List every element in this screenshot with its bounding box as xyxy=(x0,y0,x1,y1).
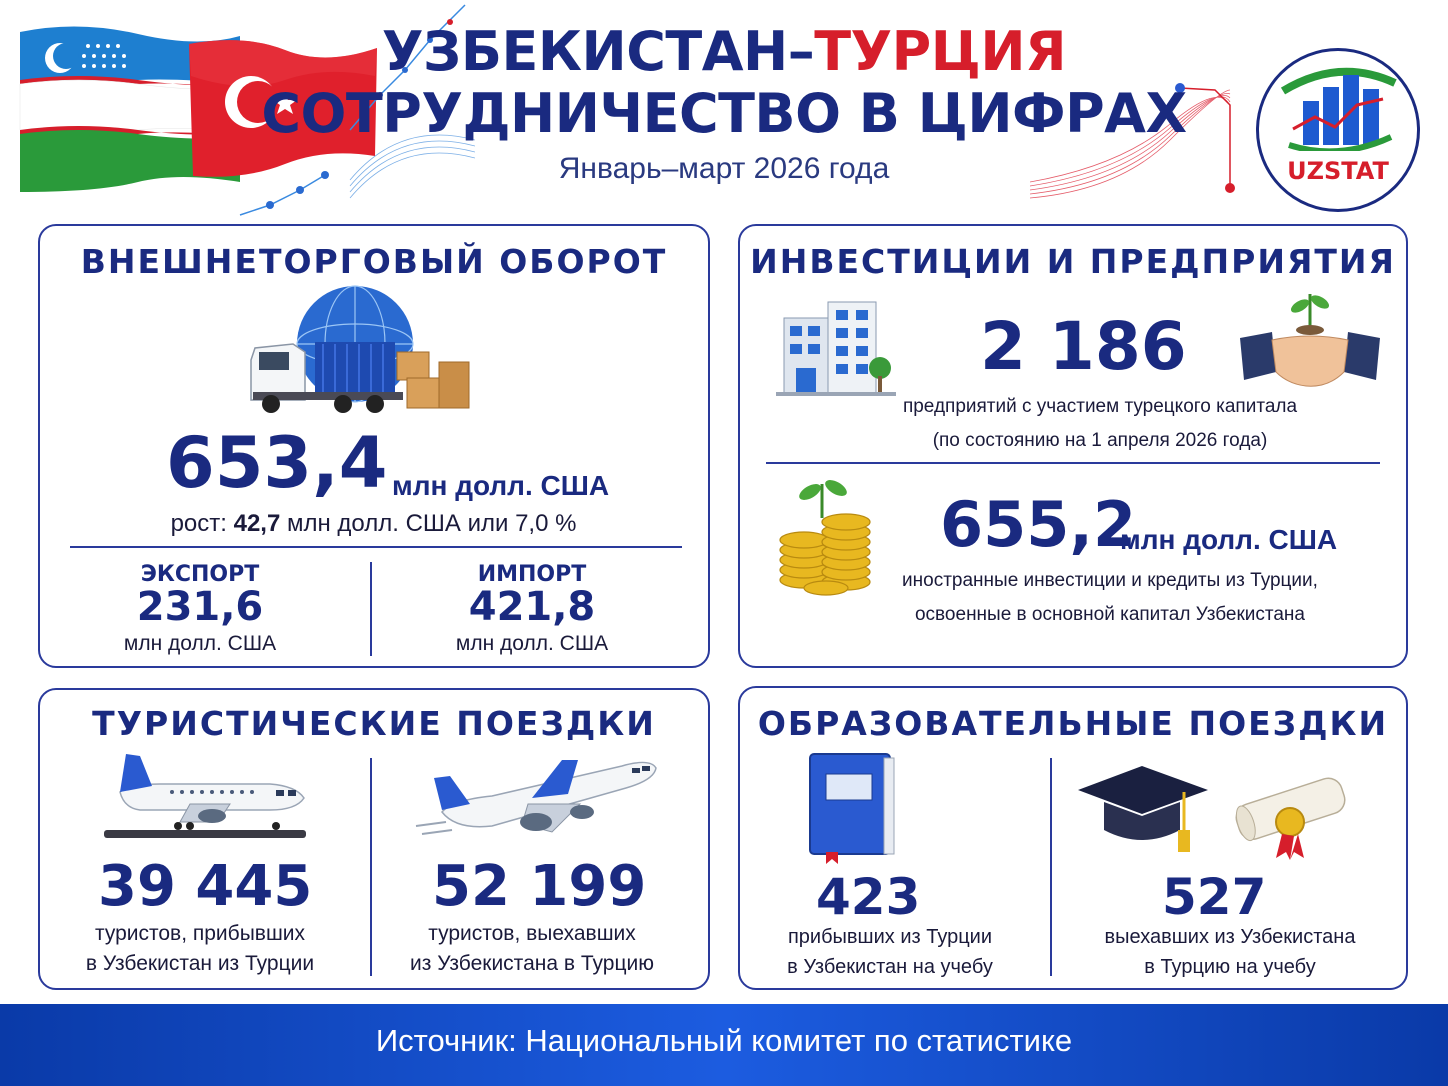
investment-caption-line-1: иностранные инвестиции и кредиты из Турции, xyxy=(902,570,1318,591)
period-subtitle: Январь–март 2026 года xyxy=(558,152,890,185)
trade-panel-title: ВНЕШНЕТОРГОВЫЙ ОБОРОТ xyxy=(80,242,668,281)
uzstat-logo xyxy=(1256,48,1420,212)
trade-growth-text: рост: 42,7 млн долл. США или 7,0 % xyxy=(170,510,577,537)
education-vertical-divider xyxy=(1050,758,1052,976)
tourists-arrived-caption-line-1: туристов, прибывших xyxy=(94,922,306,945)
import-label: ИМПОРТ xyxy=(477,562,587,587)
investment-unit: млн долл. США xyxy=(1120,524,1338,555)
trade-growth-value: 42,7 xyxy=(233,510,281,537)
office-building-icon xyxy=(776,298,896,398)
investment-caption-line-2: освоенные в основной капитал Узбекистана xyxy=(914,604,1305,625)
import-unit: млн долл. США xyxy=(455,632,609,655)
tourists-arrived-caption-line-2: в Узбекистан из Турции xyxy=(85,952,315,975)
tourists-arrived-value: 39 445 xyxy=(98,854,313,919)
landed-airplane-icon xyxy=(100,748,310,842)
students-departed-caption-line-1: выехавших из Узбекистана xyxy=(1104,926,1356,948)
main-title-line-1: УЗБЕКИСТАН–ТУРЦИЯ xyxy=(381,20,1067,83)
uzstat-logo-text: UZSTAT xyxy=(1287,157,1389,185)
students-arrived-caption-line-2: в Узбекистан на учебу xyxy=(787,956,993,978)
trade-panel xyxy=(38,224,710,668)
tourists-departed-caption-line-1: туристов, выехавших xyxy=(428,922,636,945)
handshake-sprout-icon xyxy=(1236,288,1384,398)
enterprises-caption: предприятий с участием турецкого капитала xyxy=(902,396,1298,417)
students-arrived-caption-line-1: прибывших из Турции xyxy=(787,926,993,948)
investment-value: 655,2 xyxy=(940,488,1137,561)
enterprises-date: (по состоянию на 1 апреля 2026 года) xyxy=(932,430,1268,451)
tourists-departed-value: 52 199 xyxy=(432,854,647,919)
coins-sprout-icon xyxy=(776,478,876,598)
bar-chart-logo-icon xyxy=(1279,61,1399,151)
graduation-cap-diploma-icon xyxy=(1074,762,1354,868)
main-title-highlight: ТУРЦИЯ xyxy=(814,20,1067,83)
trade-total-value: 653,4 xyxy=(166,422,388,504)
import-value: 421,8 xyxy=(468,584,596,630)
trade-divider xyxy=(70,546,682,548)
trade-vertical-divider xyxy=(370,562,372,656)
departing-airplane-icon xyxy=(412,742,662,844)
trade-total-unit: млн долл. США xyxy=(392,470,610,501)
truck-globe-icon xyxy=(245,282,475,422)
tourists-departed-caption-line-2: из Узбекистана в Турцию xyxy=(410,952,654,975)
main-title-line-2: СОТРУДНИЧЕСТВО В ЦИФРАХ xyxy=(261,82,1187,145)
education-panel-title: ОБРАЗОВАТЕЛЬНЫЕ ПОЕЗДКИ xyxy=(757,704,1389,743)
export-unit: млн долл. США xyxy=(123,632,277,655)
students-departed-caption-line-2: в Турцию на учебу xyxy=(1144,956,1316,978)
investments-panel xyxy=(738,224,1408,668)
students-departed-value: 527 xyxy=(1162,868,1267,926)
students-arrived-value: 423 xyxy=(816,868,921,926)
book-icon xyxy=(804,748,900,864)
export-value: 231,6 xyxy=(136,584,264,630)
export-label: ЭКСПОРТ xyxy=(140,562,260,587)
tourism-panel-title: ТУРИСТИЧЕСКИЕ ПОЕЗДКИ xyxy=(92,704,656,743)
investments-panel-title: ИНВЕСТИЦИИ И ПРЕДПРИЯТИЯ xyxy=(750,242,1396,281)
source-text: Источник: Национальный комитет по статистике xyxy=(375,1023,1073,1058)
enterprises-value: 2 186 xyxy=(980,308,1187,385)
tourism-panel xyxy=(38,688,710,990)
investments-divider xyxy=(766,462,1380,464)
tourism-vertical-divider xyxy=(370,758,372,976)
education-panel xyxy=(738,686,1408,990)
